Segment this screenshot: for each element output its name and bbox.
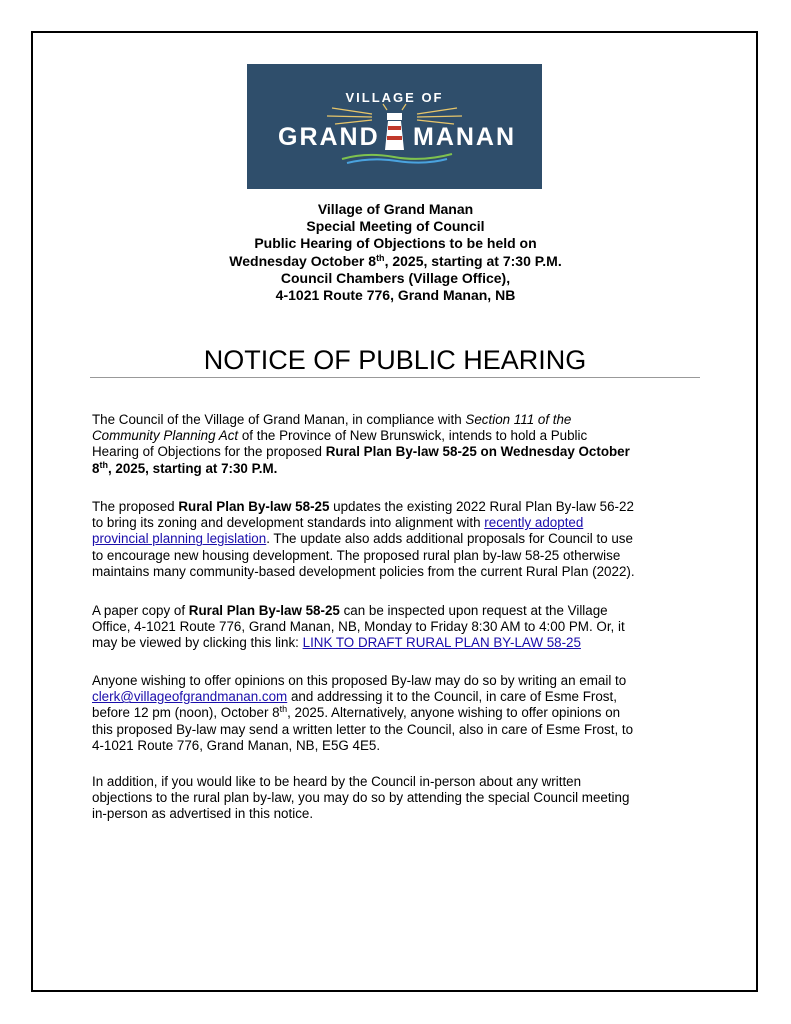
legislation-link-cont[interactable]: provincial planning legislation <box>92 531 267 547</box>
ordinal-suffix: th <box>376 252 385 263</box>
text-line: clerk@villageofgrandmanan.com and addressing it to the Council, in care of Esme Frost, <box>92 689 617 705</box>
text-line: may be viewed by clicking this link: LINK TO DRAFT RURAL PLAN BY-LAW 58-25 <box>92 635 581 651</box>
text-line: Community Planning Act of the Province of New Brunswick, intends to hold a Public <box>92 428 588 444</box>
text-line: Anyone wishing to offer opinions on this proposed By-law may do so by writing an email to <box>92 673 627 688</box>
header-line: Public Hearing of Objections to be held on <box>254 235 537 252</box>
page-title: NOTICE OF PUBLIC HEARING <box>203 345 587 375</box>
paragraph-in-person <box>92 774 707 823</box>
paragraph-submissions <box>92 673 707 754</box>
logo-grand: GRAND <box>278 123 380 151</box>
text-line: Hearing of Objections for the proposed Rural Plan By-law 58-25 on Wednesday October <box>92 444 630 460</box>
text-line: to bring its zoning and development standards into alignment with recently adopted <box>92 515 584 531</box>
text-line: In addition, if you would like to be heard by the Council in-person about any written <box>92 774 582 789</box>
text-line: maintains many community-based development policies from the current Rural Plan (2022). <box>92 563 635 579</box>
clerk-email-link[interactable]: clerk@villageofgrandmanan.com <box>92 689 288 705</box>
meeting-header <box>100 201 691 304</box>
header-date: Wednesday October 8 <box>229 252 377 269</box>
paragraph-proposal <box>92 499 707 580</box>
text-line: objections to the rural plan by-law, you may do so by attending the special Council meeting <box>92 790 630 806</box>
text-line: in-person as advertised in this notice. <box>92 806 314 822</box>
header-time: , 2025, starting at 7:30 P.M. <box>384 252 562 269</box>
logo-manan: MANAN <box>413 123 517 151</box>
text-line: this proposed By-law may send a written letter to the Council, also in care of Esme Frost, to <box>92 721 634 737</box>
text-line: to encourage new housing development. The proposed rural plan by-law 58-25 otherwise <box>92 547 621 563</box>
paragraph-intro <box>92 412 707 477</box>
draft-bylaw-link[interactable]: LINK TO DRAFT RURAL PLAN BY-LAW 58-25 <box>302 635 581 651</box>
village-logo <box>247 64 542 189</box>
title-divider <box>90 377 700 378</box>
header-line: Special Meeting of Council <box>306 218 485 235</box>
paragraph-inspection <box>92 603 707 652</box>
logo-village-of: VILLAGE OF <box>345 90 444 105</box>
text-line: provincial planning legislation. The update also adds additional proposals for Council to use <box>92 531 633 547</box>
text-line: A paper copy of Rural Plan By-law 58-25 can be inspected upon request at the Village <box>92 603 608 618</box>
header-line: Village of Grand Manan <box>317 201 474 217</box>
legislation-link[interactable]: recently adopted <box>484 515 584 531</box>
header-line <box>100 253 691 270</box>
header-line: 4-1021 Route 776, Grand Manan, NB <box>275 287 516 304</box>
text-line: The Council of the Village of Grand Manan, in compliance with Section 111 of the <box>92 412 572 427</box>
text-line: 8th, 2025, starting at 7:30 P.M. <box>92 459 278 476</box>
text-line: before 12 pm (noon), October 8th, 2025. Alternatively, anyone wishing to offer opinions on <box>92 704 621 721</box>
text-line: 4-1021 Route 776, Grand Manan, NB, E5G 4E5. <box>92 737 381 753</box>
text-line: The proposed Rural Plan By-law 58-25 updates the existing 2022 Rural Plan By-law 56-22 <box>92 499 634 514</box>
text-line: Office, 4-1021 Route 776, Grand Manan, NB, Monday to Friday 8:30 AM to 4:00 PM. Or, it <box>92 619 625 635</box>
header-line: Council Chambers (Village Office), <box>280 269 511 286</box>
